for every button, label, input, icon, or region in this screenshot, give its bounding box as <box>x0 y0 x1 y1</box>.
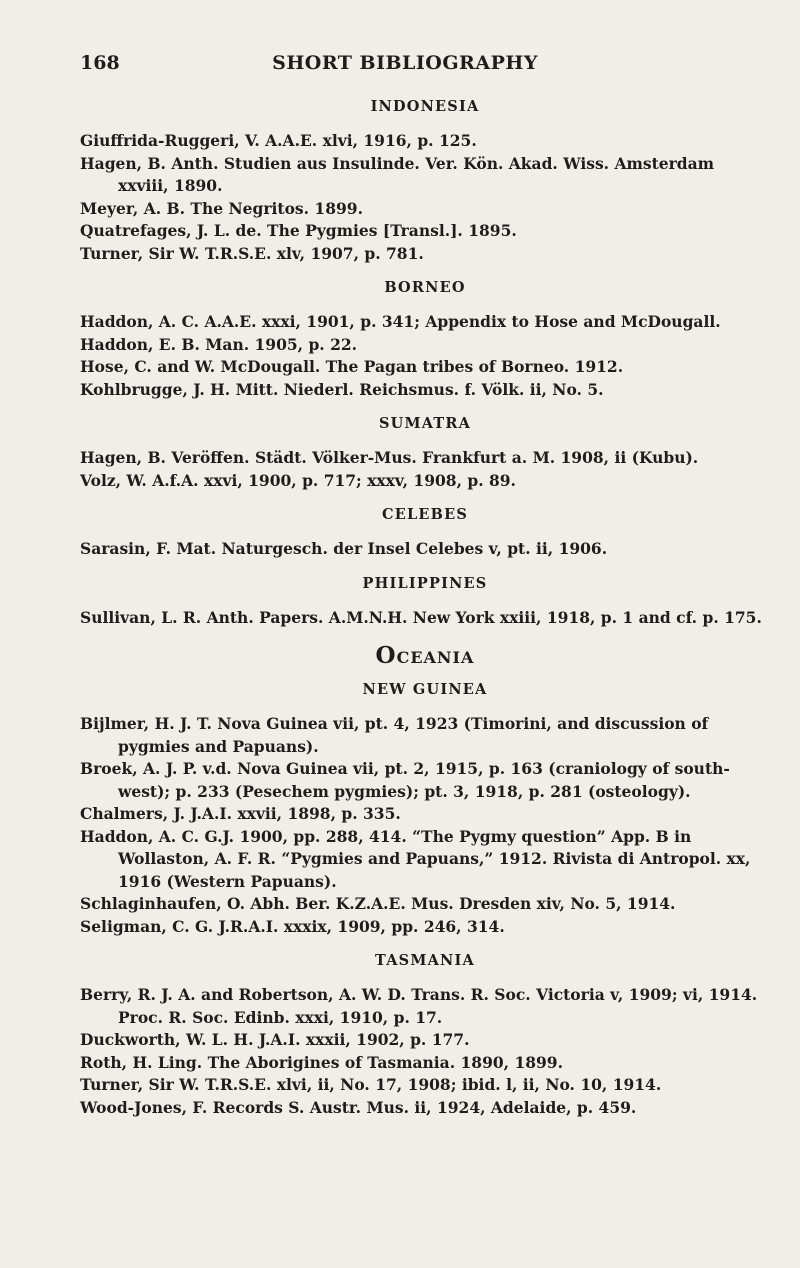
entry-list <box>80 130 770 265</box>
section-heading-celebes: CELEBES <box>381 506 469 523</box>
entry-list <box>80 984 770 1119</box>
bibliography-entry: Hagen, B. Anth. Studien aus Insulinde. Ver. Kön. Akad. Wiss. Amsterdam xxviii, 1890. <box>80 153 715 195</box>
bibliography-entry: Haddon, E. B. Man. 1905, p. 22. <box>80 334 358 354</box>
section-heading-tasmania: TASMANIA <box>375 952 475 969</box>
bibliography-entry: Schlaginhaufen, O. Abh. Ber. K.Z.A.E. Mus. Dresden xiv, No. 5, 1914. <box>80 894 676 913</box>
region-heading-oceania: Oceania <box>375 642 475 669</box>
running-title: SHORT BIBLIOGRAPHY <box>272 52 538 74</box>
bibliography-entry: Sarasin, F. Mat. Naturgesch. der Insel Celebes v, pt. ii, 1906. <box>80 539 608 558</box>
section-heading-philippines: PHILIPPINES <box>362 574 488 592</box>
bibliography-entry: Chalmers, J. J.A.I. xxvii, 1898, p. 335. <box>80 804 401 823</box>
section-heading-borneo: BORNEO <box>384 279 466 296</box>
bibliography-entry: Sullivan, L. R. Anth. Papers. A.M.N.H. New York xxiii, 1918, p. 1 and cf. p. 175. <box>80 607 762 627</box>
bibliography-entry: Haddon, A. C. G.J. 1900, pp. 288, 414. “The Pygmy question” App. B in Wollaston, A. F. R. “Pygmies and Papuans,” 1912. Rivista di Antropol. xx, 1916 (Western Papuans). <box>80 826 751 891</box>
entry-list <box>80 447 770 492</box>
bibliography-entry: Haddon, A. C. A.A.E. xxxi, 1901, p. 341; Appendix to Hose and McDougall. <box>80 312 721 331</box>
bibliography-entry: Berry, R. J. A. and Robertson, A. W. D. Trans. R. Soc. Victoria v, 1909; vi, 1914. Proc. R. Soc. Edinb. xxxi, 1910, p. 17. <box>80 985 758 1027</box>
section-heading-sumatra: SUMATRA <box>378 415 472 432</box>
entry-list <box>80 538 770 561</box>
entry-list <box>80 607 770 630</box>
bibliography-entry: Broek, A. J. P. v.d. Nova Guinea vii, pt. 2, 1915, p. 163 (craniology of south-west); p. 233 (Pesechem pygmies); pt. 3, 1918, p. 281 (osteology). <box>80 759 730 801</box>
bibliography-entry: Kohlbrugge, J. H. Mitt. Niederl. Reichsmus. f. Völk. ii, No. 5. <box>80 379 604 399</box>
bibliography-entry: Giuffrida-Ruggeri, V. A.A.E. xlvi, 1916, p. 125. <box>80 131 477 150</box>
bibliography-entry: Seligman, C. G. J.R.A.I. xxxix, 1909, pp. 246, 314. <box>80 916 505 936</box>
bibliography-entry: Volz, W. A.f.A. xxvi, 1900, p. 717; xxxv, 1908, p. 89. <box>80 470 516 490</box>
bibliography-entry: Quatrefages, J. L. de. The Pygmies [Transl.]. 1895. <box>80 221 517 240</box>
entry-list <box>80 713 770 938</box>
page-number: 168 <box>80 52 120 74</box>
bibliography-entry: Meyer, A. B. The Negritos. 1899. <box>80 198 363 218</box>
bibliography-entry: Turner, Sir W. T.R.S.E. xlv, 1907, p. 781. <box>80 243 424 263</box>
bibliography-entry: Turner, Sir W. T.R.S.E. xlvi, ii, No. 17, 1908; ibid. l, ii, No. 10, 1914. <box>80 1075 662 1094</box>
bibliography-entry: Bijlmer, H. J. T. Nova Guinea vii, pt. 4, 1923 (Timorini, and discussion of pygmies and Papuans). <box>80 714 709 756</box>
entry-list <box>80 311 770 401</box>
bibliography-entry: Roth, H. Ling. The Aborigines of Tasmania. 1890, 1899. <box>80 1052 563 1072</box>
section-heading-new-guinea: NEW GUINEA <box>362 681 488 698</box>
section-heading-indonesia: INDONESIA <box>370 98 480 115</box>
running-header <box>80 52 730 82</box>
bibliography-body <box>80 96 770 1131</box>
bibliography-entry: Hagen, B. Veröffen. Städt. Völker-Mus. Frankfurt a. M. 1908, ii (Kubu). <box>80 448 699 467</box>
bibliography-entry: Wood-Jones, F. Records S. Austr. Mus. ii, 1924, Adelaide, p. 459. <box>80 1097 637 1117</box>
bibliography-entry: Hose, C. and W. McDougall. The Pagan tribes of Borneo. 1912. <box>80 357 624 376</box>
bibliography-entry: Duckworth, W. L. H. J.A.I. xxxii, 1902, p. 177. <box>80 1030 470 1049</box>
